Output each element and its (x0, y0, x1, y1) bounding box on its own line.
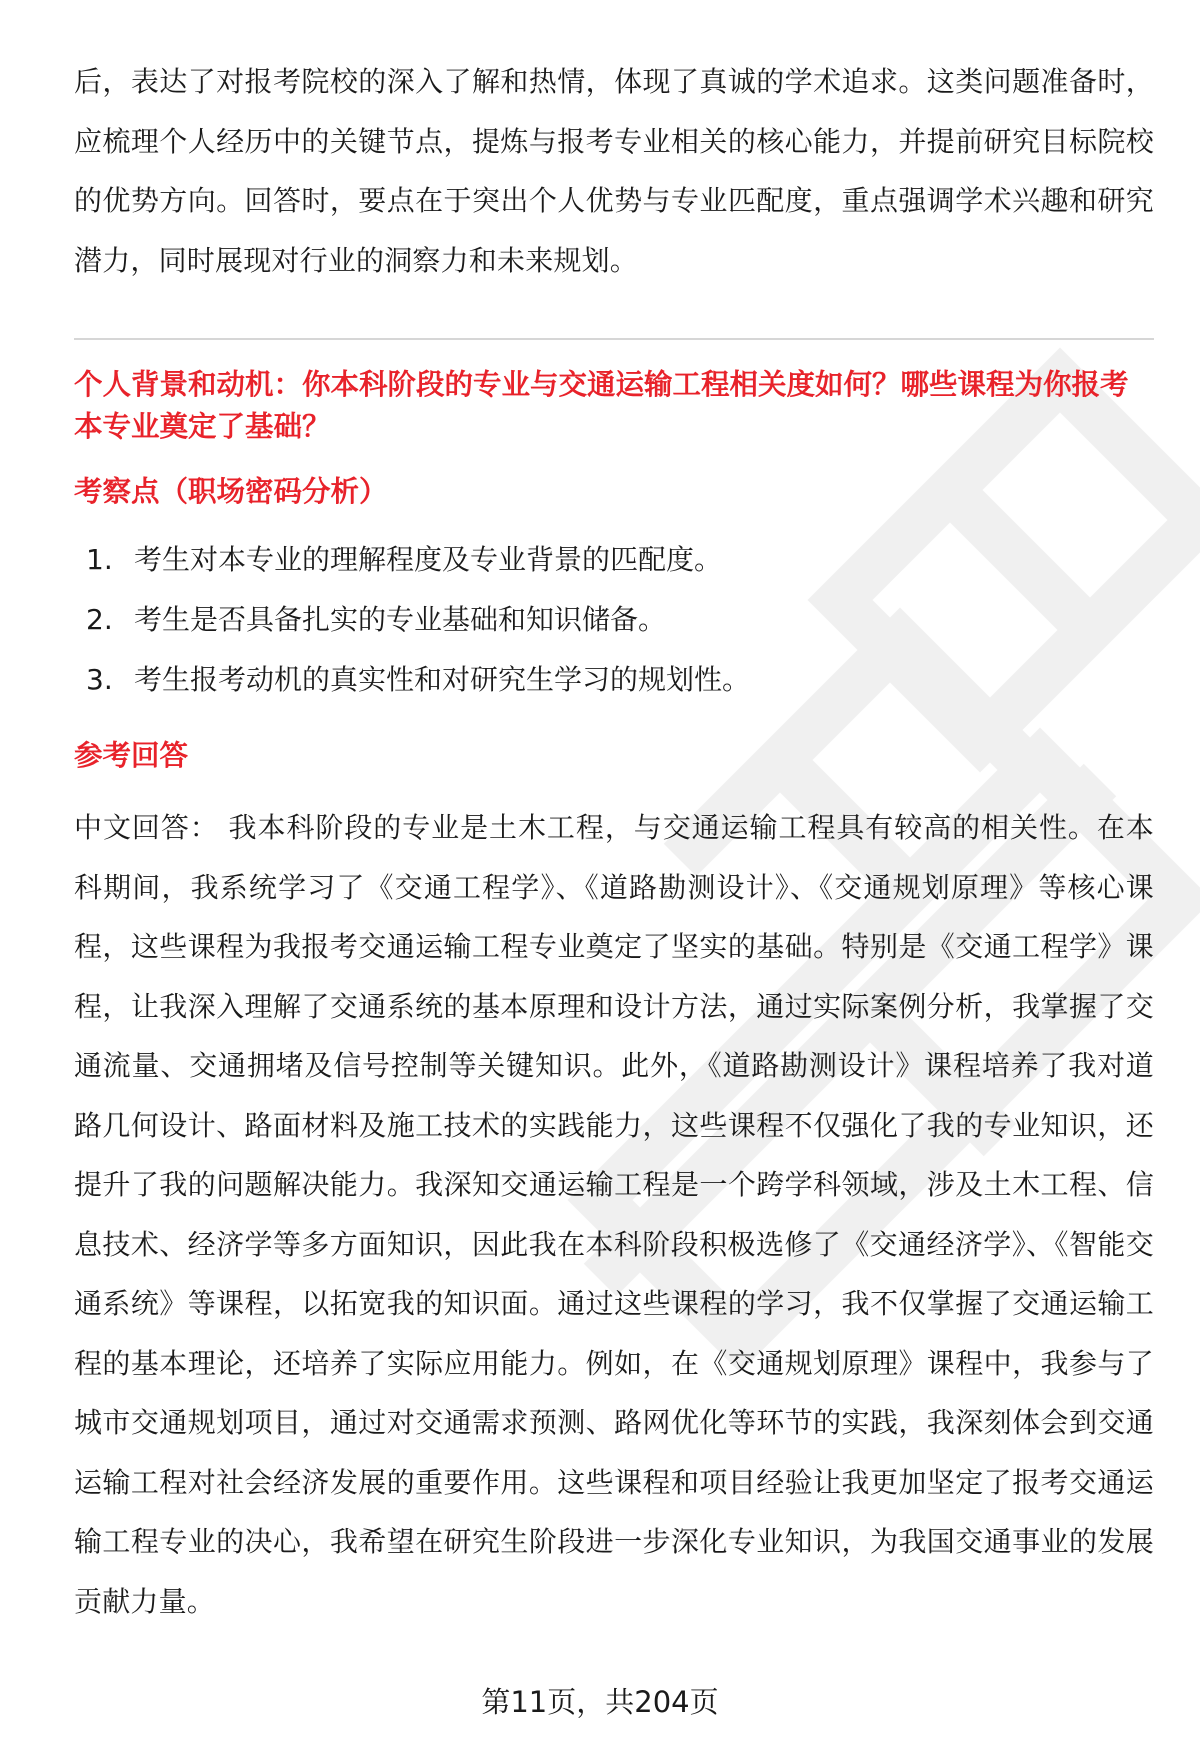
page-number: 第11页，共204页 (481, 1685, 719, 1719)
document-page (74, 52, 1154, 1631)
list-item-text: 考生报考动机的真实性和对研究生学习的规划性。 (134, 663, 751, 696)
list-item (86, 590, 1154, 650)
exam-points-list (74, 530, 1154, 710)
list-item-number: 3. (86, 663, 113, 696)
list-item-number: 1. (86, 543, 113, 576)
answer-heading: 参考回答 (74, 739, 189, 772)
question-title: 个人背景和动机：你本科阶段的专业与交通运输工程相关度如何？哪些课程为你报考本专业奠定了基础？ (74, 368, 1129, 443)
answer-paragraph: 中文回答： 我本科阶段的专业是土木工程，与交通运输工程具有较高的相关性。在本科期间，我系统学习了《交通工程学》、《道路勘测设计》、《交通规划原理》等核心课程，这些课程为我报考交通运输工程专业奠定了坚实的基础。特别是《交通工程学》课程，让我深入理解了交通系统的基本原理和设计方法，通过实际案例分析，我掌握了交通流量、交通拥堵及信号控制等关键知识。此外，《道路勘测设计》课程培养了我对道路几何设计、路面材料及施工技术的实践能力，这些课程不仅强化了我的专业知识，还提升了我的问题解决能力。我深知交通运输工程是一个跨学科领域，涉及土木工程、信息技术、经济学等多方面知识，因此我在本科阶段积极选修了《交通经济学》、《智能交通系统》等课程，以拓宽我的知识面。通过这些课程的学习，我不仅掌握了交通运输工程的基本理论，还培养了实际应用能力。例如，在《交通规划原理》课程中，我参与了城市交通规划项目，通过对交通需求预测、路网优化等环节的实践，我深刻体会到交通运输工程对社会经济发展的重要作用。这些课程和项目经验让我更加坚定了报考交通运输工程专业的决心，我希望在研究生阶段进一步深化专业知识，为我国交通事业的发展贡献力量。 (74, 811, 1154, 1618)
list-item-text: 考生是否具备扎实的专业基础和知识储备。 (134, 603, 667, 636)
list-item-number: 2. (86, 603, 113, 636)
list-item (86, 650, 1154, 710)
exam-points-heading: 考察点（职场密码分析） (74, 475, 388, 508)
intro-paragraph: 后，表达了对报考院校的深入了解和热情，体现了真诚的学术追求。这类问题准备时，应梳理个人经历中的关键节点，提炼与报考专业相关的核心能力，并提前研究目标院校的优势方向。回答时，要点在于突出个人优势与专业匹配度，重点强调学术兴趣和研究潜力，同时展现对行业的洞察力和未来规划。 (74, 65, 1154, 277)
list-item (86, 530, 1154, 590)
section-divider (74, 338, 1154, 340)
list-item-text: 考生对本专业的理解程度及专业背景的匹配度。 (134, 543, 723, 576)
